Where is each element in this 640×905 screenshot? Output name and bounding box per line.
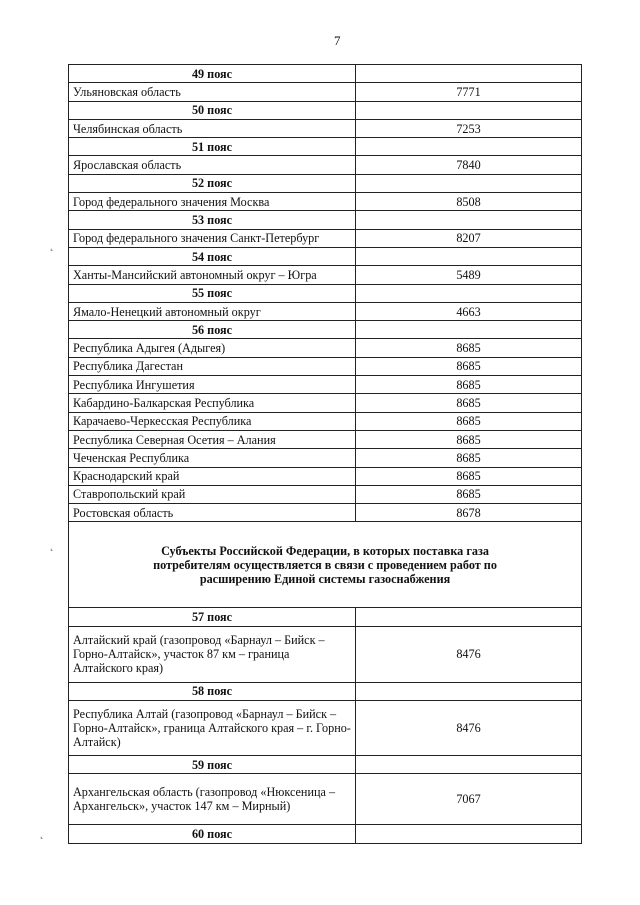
- region-row: [69, 193, 582, 211]
- region-name: Алтайский край (газопровод «Барнаул – Бийск – Горно-Алтайск», участок 87 км – граница Алтайского края): [69, 626, 356, 682]
- region-name: Город федерального значения Москва: [69, 193, 356, 211]
- region-row: [69, 774, 582, 825]
- page-number: 7: [334, 33, 341, 48]
- zone-label: 60 пояс: [69, 825, 356, 843]
- zone-header-row: [69, 65, 582, 83]
- zone-header-row: [69, 321, 582, 339]
- region-row: [69, 119, 582, 137]
- region-value: 8476: [356, 701, 582, 756]
- margin-mark: ˛: [50, 240, 54, 252]
- region-row: [69, 156, 582, 174]
- zone-header-row: [69, 247, 582, 265]
- empty-cell: [356, 284, 582, 302]
- region-row: [69, 302, 582, 320]
- region-value: 7253: [356, 119, 582, 137]
- zone-header-row: [69, 682, 582, 700]
- tariff-table: [68, 64, 582, 844]
- zone-label: 53 пояс: [69, 211, 356, 229]
- zone-header-row: [69, 608, 582, 626]
- region-row: [69, 701, 582, 756]
- empty-cell: [356, 608, 582, 626]
- empty-cell: [356, 211, 582, 229]
- region-name: Челябинская область: [69, 119, 356, 137]
- region-row: [69, 412, 582, 430]
- zone-label: 56 пояс: [69, 321, 356, 339]
- zone-label: 52 пояс: [69, 174, 356, 192]
- zone-label: 58 пояс: [69, 682, 356, 700]
- region-row: [69, 504, 582, 522]
- region-row: [69, 266, 582, 284]
- region-name: Краснодарский край: [69, 467, 356, 485]
- region-name: Республика Адыгея (Адыгея): [69, 339, 356, 357]
- region-value: 8685: [356, 430, 582, 448]
- zone-header-row: [69, 138, 582, 156]
- region-value: 7771: [356, 83, 582, 101]
- region-value: 8685: [356, 485, 582, 503]
- region-name: Кабардино-Балкарская Республика: [69, 394, 356, 412]
- margin-mark: ˛: [50, 540, 54, 552]
- region-name: Ханты-Мансийский автономный округ – Югра: [69, 266, 356, 284]
- region-value: 4663: [356, 302, 582, 320]
- region-row: [69, 467, 582, 485]
- region-row: [69, 339, 582, 357]
- empty-cell: [356, 138, 582, 156]
- zone-label: 57 пояс: [69, 608, 356, 626]
- region-row: [69, 357, 582, 375]
- empty-cell: [356, 247, 582, 265]
- empty-cell: [356, 65, 582, 83]
- zone-header-row: [69, 756, 582, 774]
- empty-cell: [356, 321, 582, 339]
- region-name: Карачаево-Черкесская Республика: [69, 412, 356, 430]
- region-row: [69, 394, 582, 412]
- region-value: 8678: [356, 504, 582, 522]
- region-value: 7067: [356, 774, 582, 825]
- region-name: Архангельская область (газопровод «Нюксеница – Архангельск», участок 147 км – Мирный): [69, 774, 356, 825]
- region-row: [69, 626, 582, 682]
- region-value: 8207: [356, 229, 582, 247]
- zone-label: 59 пояс: [69, 756, 356, 774]
- region-name: Город федерального значения Санкт-Петербург: [69, 229, 356, 247]
- region-value: 8685: [356, 394, 582, 412]
- region-value: 8476: [356, 626, 582, 682]
- region-value: 5489: [356, 266, 582, 284]
- region-name: Ульяновская область: [69, 83, 356, 101]
- zone-header-row: [69, 825, 582, 843]
- region-name: Ярославская область: [69, 156, 356, 174]
- region-value: 8508: [356, 193, 582, 211]
- region-name: Ростовская область: [69, 504, 356, 522]
- empty-cell: [356, 682, 582, 700]
- region-name: Республика Алтай (газопровод «Барнаул – Бийск – Горно-Алтайск», граница Алтайского края – г. Горно-Алтайск): [69, 701, 356, 756]
- empty-cell: [356, 174, 582, 192]
- region-name: Чеченская Республика: [69, 449, 356, 467]
- region-row: [69, 376, 582, 394]
- region-name: Республика Дагестан: [69, 357, 356, 375]
- region-row: [69, 449, 582, 467]
- region-name: Республика Ингушетия: [69, 376, 356, 394]
- zone-label: 55 пояс: [69, 284, 356, 302]
- zone-header-row: [69, 284, 582, 302]
- zone-label: 54 пояс: [69, 247, 356, 265]
- empty-cell: [356, 101, 582, 119]
- region-name: Ямало-Ненецкий автономный округ: [69, 302, 356, 320]
- section-heading: Субъекты Российской Федерации, в которых поставка газа потребителям осуществляется в связи с проведением работ по расширению Единой системы газоснабжения: [69, 522, 582, 608]
- region-value: 8685: [356, 339, 582, 357]
- region-name: Ставропольский край: [69, 485, 356, 503]
- region-row: [69, 229, 582, 247]
- zone-header-row: [69, 101, 582, 119]
- region-value: 8685: [356, 467, 582, 485]
- region-value: 8685: [356, 357, 582, 375]
- region-value: 8685: [356, 449, 582, 467]
- region-row: [69, 83, 582, 101]
- region-row: [69, 430, 582, 448]
- region-value: 8685: [356, 412, 582, 430]
- region-row: [69, 485, 582, 503]
- margin-mark: ˛: [40, 828, 44, 840]
- empty-cell: [356, 756, 582, 774]
- zone-label: 51 пояс: [69, 138, 356, 156]
- zone-header-row: [69, 174, 582, 192]
- zone-label: 50 пояс: [69, 101, 356, 119]
- section-heading-row: [69, 522, 582, 608]
- empty-cell: [356, 825, 582, 843]
- region-value: 8685: [356, 376, 582, 394]
- zone-header-row: [69, 211, 582, 229]
- region-value: 7840: [356, 156, 582, 174]
- region-name: Республика Северная Осетия – Алания: [69, 430, 356, 448]
- zone-label: 49 пояс: [69, 65, 356, 83]
